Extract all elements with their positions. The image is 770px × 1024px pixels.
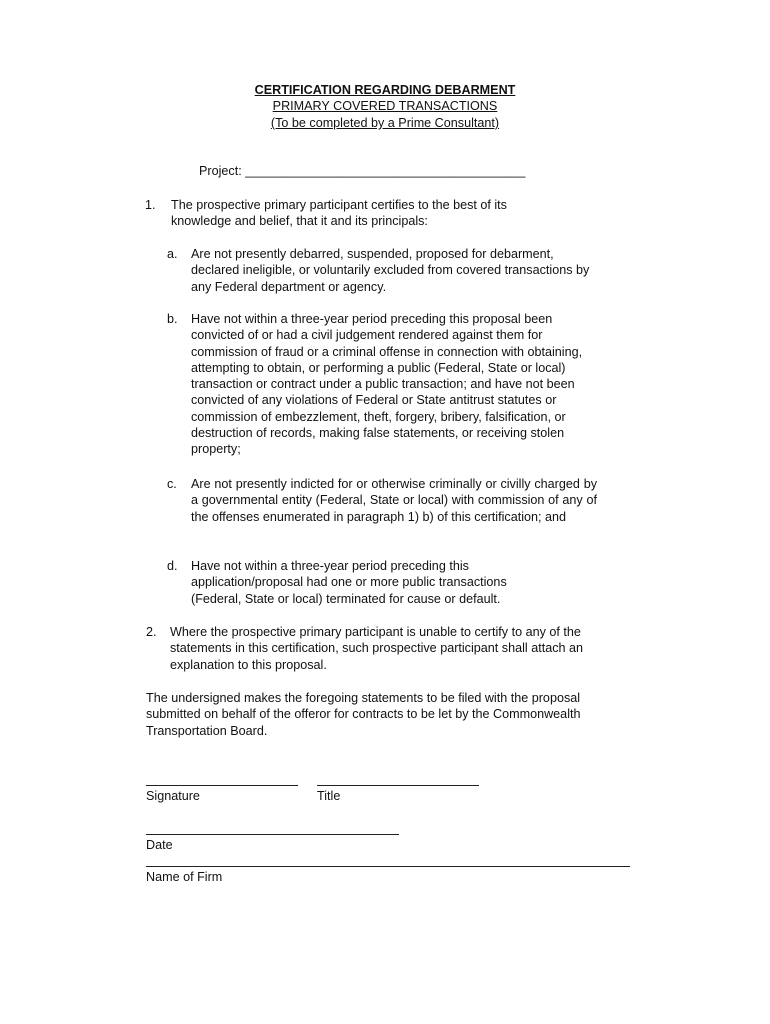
project-line [199,163,525,179]
item-text: Where the prospective primary participant is unable to certify to any of the statements in this certification, such prospective participant shall attach an explanation to this proposal. [170,625,584,672]
item-number: 2. [146,625,157,639]
subitem-text: Have not within a three-year period preceding this proposal been convicted of or had a civil judgement rendered against them for commission of fraud or a criminal offense in connection with obtaining, attempting to obtain, or performing a public (Federal, State or local) transaction or contract under a public transaction; and have not been convicted of any violations of Federal or State antitrust statutes or commission of embezzlement, theft, forgery, bribery, falsification, or destruction of records, making false statements, or receiving stolen property; [191,312,583,457]
project-label: Project: [199,164,242,178]
list-item [167,246,597,295]
subitem-letter: c. [167,477,177,491]
title-label: Title [317,789,341,803]
list-item [167,558,597,607]
closing-paragraph: The undersigned makes the foregoing statements to be filed with the proposal submitted on behalf of the offeror for contracts to be let by the Commonwealth Transportation Board. [146,691,581,738]
item-text: The prospective primary participant certifies to the best of its knowledge and belief, that it and its principals: [171,198,507,229]
signature-line[interactable] [146,785,298,786]
project-field[interactable]: ________________________________________ [245,164,526,178]
document-title: CERTIFICATION REGARDING DEBARMENT [254,83,516,97]
list-item [167,311,597,458]
subitem-letter: a. [167,247,178,261]
document-subtitle: PRIMARY COVERED TRANSACTIONS [272,99,498,113]
list-item [146,624,592,673]
firm-name-line[interactable] [146,866,630,867]
subitem-letter: d. [167,559,178,573]
item-number: 1. [145,198,156,212]
date-label: Date [146,838,173,852]
list-item [145,197,565,230]
signature-label: Signature [146,789,200,803]
list-item [167,476,597,525]
document-note: (To be completed by a Prime Consultant) [270,116,500,130]
subitem-text: Are not presently indicted for or otherwise criminally or civilly charged by a governmental entity (Federal, State or local) with commission of any of the offenses enumerated in paragraph 1) b) of this certification; and [191,477,597,524]
firm-name-label: Name of Firm [146,870,223,884]
title-line[interactable] [317,785,479,786]
subitem-letter: b. [167,312,178,326]
date-line[interactable] [146,834,399,835]
subitem-text: Are not presently debarred, suspended, proposed for debarment, declared ineligible, or voluntarily excluded from covered transactions by any Federal department or agency. [191,247,590,294]
subitem-text: Have not within a three-year period preceding this application/proposal had one or more public transactions (Federal, State or local) terminated for cause or default. [191,559,507,606]
